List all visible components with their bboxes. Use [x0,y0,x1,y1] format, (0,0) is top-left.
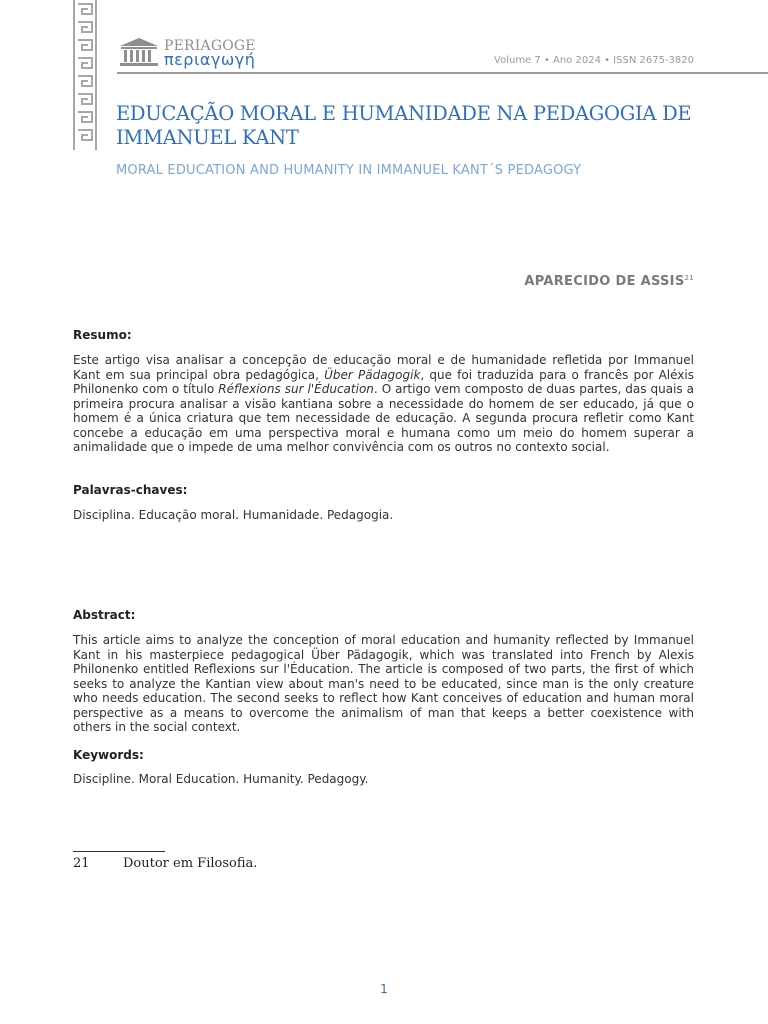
keywords-heading: Keywords: [73,748,144,762]
resumo-text-part-2: , que foi traduzida para o francês por Aléxis Philonenko com o título [73,367,694,396]
palavras-chaves-text: Disciplina. Educação moral. Humanidade. Pedagogia. [73,508,394,522]
greek-key-border [73,0,97,150]
header-rule [117,72,768,74]
abstract-text: This article aims to analyze the conception of moral education and humanity reflected by Immanuel Kant in his masterpiece pedagogical Über Pädagogik, which was translated into French by Alexis Philonenko entitled Reflexions sur l'Éducation. The article is composed of two parts, the first of which seeks to analyze the Kantian view about man's need to be educated, since man is the only creature who needs education. The second seeks to reflect how Kant conceives of education and human moral perspective as a means to overcome the animalism of man that keeps a better coexistence with others in the social context. [73,633,694,734]
resumo-text-part-3: . O artigo vem composto de duas partes, das quais a primeira procura analisar a visão kantiana sobre a necessidade do homem de ser educado, já que o homem é a única criatura que tem necessidade de educação. A segunda procura refletir como Kant concebe a educação em uma perspectiva moral e humana como um meio do homem superar a animalidade que o impede de uma melhor convivência com os outros no contexto social. [73,382,694,454]
author-name [524,274,694,289]
page-number: 1 [380,982,388,996]
palavras-chaves-heading: Palavras-chaves: [73,483,188,497]
article-title: EDUCAÇÃO MORAL E HUMANIDADE NA PEDAGOGIA DE IMMANUEL KANT [116,102,692,149]
article-subtitle: MORAL EDUCATION AND HUMANITY IN IMMANUEL KANT´S PEDAGOGY [116,163,582,178]
abstract-heading: Abstract: [73,608,136,622]
keywords-text: Discipline. Moral Education. Humanity. Pedagogy. [73,772,369,786]
resumo-italic-title-1: Über Pädagogik [324,367,421,382]
resumo-heading: Resumo: [73,328,132,342]
resumo-text [73,353,694,455]
temple-icon [118,37,160,67]
footnote-text: Doutor em Filosofia. [123,856,258,871]
journal-info: Volume 7 • Ano 2024 • ISSN 2675-3820 [494,55,694,66]
resumo-text-part-1: Este artigo visa analisar a concepção de educação moral e de humanidade refletida por Immanuel Kant em sua principal obra pedagógica, [73,353,694,382]
logo-text-greek: περιαγωγή [164,50,256,69]
resumo-italic-title-2: Réflexions sur l'Éducation [218,382,374,396]
footnote-rule [73,851,165,852]
logo-text-latin: PERIAGOGE [164,38,256,54]
journal-logo [118,34,268,70]
author-footnote-ref: 21 [684,274,694,282]
footnote-number: 21 [73,856,90,871]
author-name-text: APARECIDO DE ASSIS [524,274,685,289]
